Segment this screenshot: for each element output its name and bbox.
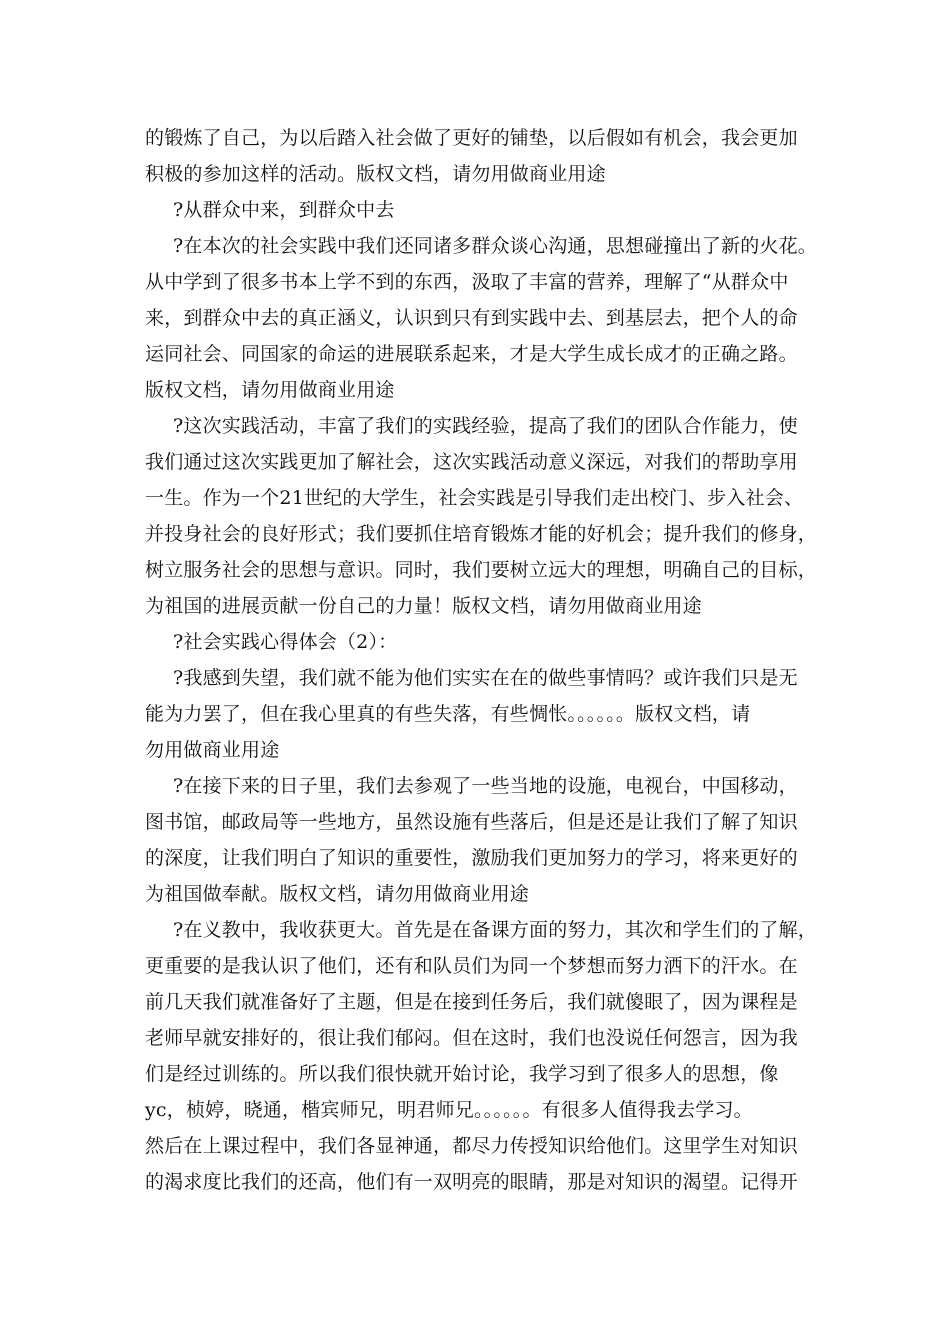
text-line: 我们通过这次实践更加了解社会，这次实践活动意义深远，对我们的帮助享用: [145, 451, 798, 473]
text-line: 的锻炼了自己，为以后踏入社会做了更好的铺垫，以后假如有机会，我会更加: [145, 127, 798, 149]
text-line: 更重要的是我认识了他们，还有和队员们为同一个梦想而努力洒下的汗水。在: [145, 955, 798, 977]
text-line: 然后在上课过程中，我们各显神通，都尽力传授知识给他们。这里学生对知识: [145, 1135, 798, 1157]
text-line: 老师早就安排好的，很让我们郁闷。但在这时，我们也没说任何怨言，因为我: [145, 1027, 798, 1049]
text-line: 来，到群众中去的真正涵义，认识到只有到实践中去、到基层去，把个人的命: [145, 307, 798, 329]
text-line: 一生。作为一个21世纪的大学生，社会实践是引导我们走出校门、步入社会、: [145, 487, 804, 509]
text-line: 们是经过训练的。所以我们很快就开始讨论，我学习到了很多人的思想，像: [145, 1063, 779, 1085]
text-line: 积极的参加这样的活动。版权文档，请勿用做商业用途: [145, 163, 606, 185]
text-line: ?在本次的社会实践中我们还同诸多群众谈心沟通，思想碰撞出了新的火花。: [173, 235, 817, 257]
text-line: ?这次实践活动，丰富了我们的实践经验，提高了我们的团队合作能力，使: [173, 415, 798, 437]
text-line: 运同社会、同国家的命运的进展联系起来，才是大学生成长成才的正确之路。: [145, 343, 798, 365]
section-heading: ?从群众中来，到群众中去: [173, 199, 395, 221]
text-line: yc，桢婷，晓通，楷宾师兄，明君师兄。。。。。。有很多人值得我去学习。: [145, 1099, 753, 1121]
text-line: 的深度，让我们明白了知识的重要性，激励我们更加努力的学习，将来更好的: [145, 847, 798, 869]
text-line: ?在义教中，我收获更大。首先是在备课方面的努力，其次和学生们的了解，: [173, 919, 817, 941]
text-line: ?我感到失望，我们就不能为他们实实在在的做些事情吗？或许我们只是无: [173, 667, 798, 689]
text-line: 为祖国做奉献。版权文档，请勿用做商业用途: [145, 883, 530, 905]
text-line: ?在接下来的日子里，我们去参观了一些当地的设施，电视台，中国移动，: [173, 775, 798, 797]
text-line: 树立服务社会的思想与意识。同时，我们要树立远大的理想，明确自己的目标，: [145, 559, 818, 581]
text-line: 从中学到了很多书本上学不到的东西，汲取了丰富的营养，理解了“从群众中: [145, 271, 789, 293]
text-line: 勿用做商业用途: [145, 739, 280, 761]
text-line: 版权文档，请勿用做商业用途: [145, 379, 395, 401]
section-heading: ?社会实践心得体会（2）：: [173, 631, 398, 653]
text-line: 的渴求度比我们的还高，他们有一双明亮的眼睛，那是对知识的渴望。记得开: [145, 1171, 798, 1193]
text-line: 为祖国的进展贡献一份自己的力量！版权文档，请勿用做商业用途: [145, 595, 702, 617]
text-line: 图书馆，邮政局等一些地方，虽然设施有些落后，但是还是让我们了解了知识: [145, 811, 798, 833]
text-line: 并投身社会的良好形式；我们要抓住培育锻炼才能的好机会；提升我们的修身，: [145, 523, 818, 545]
text-line: 前几天我们就准备好了主题，但是在接到任务后，我们就傻眼了，因为课程是: [145, 991, 798, 1013]
text-line: 能为力罢了，但在我心里真的有些失落，有些惆怅。。。。。。版权文档，请: [145, 703, 751, 725]
